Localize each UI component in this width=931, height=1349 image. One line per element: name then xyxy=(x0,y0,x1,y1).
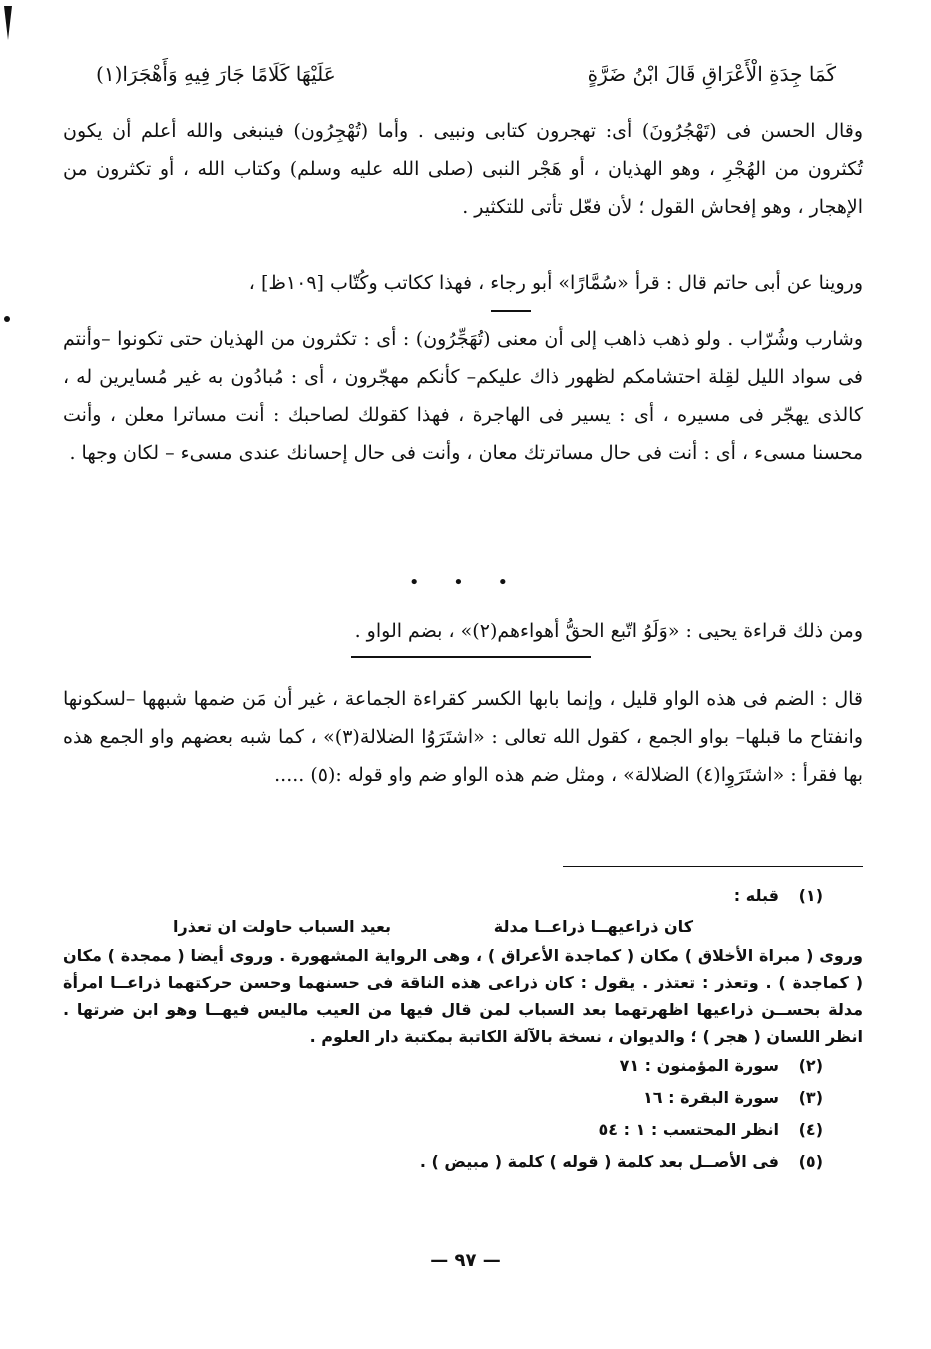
verse-second-hemistich: عَلَيْهَا كَلَامًا جَارَ فِيهِ وَأَهْجَرَا(١) xyxy=(96,62,336,86)
verse-first-hemistich: كَمَا جِدَةِ الْأَعْرَاقِ قَالَ ابْنُ ضَرَّةٍ xyxy=(587,62,836,86)
footnote-4 xyxy=(63,1114,823,1146)
paragraph-commentary: قال : الضم فى هذه الواو قليل ، وإنما بابها الكسر كقراءة الجماعة ، غير أن مَن ضمها شبهها –لسكونها وانفتاح ما قبلها– بواو الجمع ، كقول الله تعالى : «اشتَرَوُا الضلالة(٣)» ، كما شبه بعضهم واو الجمع هذه بها فقرأ : «اشتَرَوِا(٤) الضلالة» ، ومثل ضم هذه الواو ضم واو قوله :(٥) ..... xyxy=(63,688,863,786)
page-number: — ٩٧ — xyxy=(430,1250,501,1271)
paragraph-yahya-reading: ومن ذلك قراءة يحيى : «وَلَوُ اتّبع الحقُّ أهواءهم(٢)» ، بضم الواو . xyxy=(354,620,863,642)
footnote-number: (٥) xyxy=(798,1152,823,1171)
footnote-number: (١) xyxy=(798,886,823,905)
paragraph-abu-hatim: وروينا عن أبى حاتم قال : قرأ «سُمَّارًا» أبو رجاء ، فهذا ككاتب وكُتّاب [١٠٩ظ] ، xyxy=(248,272,863,294)
footnote-number: (٢) xyxy=(798,1056,823,1075)
footnote-number: (٤) xyxy=(798,1120,823,1139)
footnote-text: فى الأصــل بعد كلمة ( قوله ) كلمة ( مبيض ) . xyxy=(419,1152,779,1171)
underline-mark xyxy=(491,310,531,312)
verse-underline xyxy=(351,656,591,658)
footnote-text: انظر المحتسب : ١ : ٥٤ xyxy=(598,1120,779,1139)
footnote-label: قبله : xyxy=(733,886,779,905)
paragraph-hasan: وقال الحسن فى (تَهْجُرُونَ) أى: تهجرون كتابى ونبيى . وأما (تُهْجِرُون) فينبغى والله أعلم أن يكون تُكثرون من الهُجْرِ ، وهو الهذيان ، أو هَجْر النبى (صلى الله عليه وسلم) وكتاب الله ، أو تكثرون من الإهجار ، وهو إفحاش القول ؛ لأن فعّل تأتى للتكثير . xyxy=(63,120,863,218)
footnote-1-text: وروى ( مبراة الأخلاق ) مكان ( كماجدة الأعراق ) ، وهى الرواية المشهورة . وروى أيضا ( ممجدة ) مكان ( كماجدة ) . وتعذر : تعتذر . يقول : كان ذراعى هذه الناقة فى حسنهما وحسن حركتهما ذراعــا امرأة مدلة بحســن ذراعيها اظهرتهما بعد السباب لمن قال فيها من العيب ماليس فيهــا وهو ابن ضرتها . انظر اللسان ( هجر ) ؛ والديوان ، نسخة بالآلة الكاتبة بمكتبة دار العلوم . xyxy=(63,946,863,1046)
footnote-rule xyxy=(563,866,863,867)
footnote-2 xyxy=(63,1050,823,1082)
paragraph-explanation: وشارب وشُرّاب . ولو ذهب ذاهب إلى أن معنى (تُهَجِّرُون) : أى : تكثرون من الهذيان حتى تكونوا –وأنتم فى سواد الليل لقِلة احتشامكم لظهور ذاك عليكم– كأنكم مهجّرون ، أى : مُبادُون به غير مُسايرين له ، كالذى يهجّر فى مسيره ، أى : يسير فى الهاجرة ، فهذا كقولك لصاحبك : أنت مساترا معلن ، وأنت محسنا مسىء ، أى : أنت فى حال مساترتك معان ، وأنت فى حال إحسانك عندى مسىء – لكان وجها . xyxy=(63,328,863,464)
footnote-number: (٣) xyxy=(798,1088,823,1107)
footnote-text: سورة البقرة : ١٦ xyxy=(643,1088,779,1107)
footnote-1-header xyxy=(63,880,823,912)
footnote-verse-right: كان ذراعيهــا ذراعــا مدلة xyxy=(493,917,693,936)
footnote-3 xyxy=(63,1082,823,1114)
footnotes xyxy=(63,880,863,1178)
footnote-text: سورة المؤمنون : ٧١ xyxy=(619,1056,779,1075)
footnote-1-verse xyxy=(173,912,693,942)
corner-scan-mark xyxy=(4,6,12,40)
footnote-5 xyxy=(63,1146,823,1178)
poetry-verse xyxy=(96,52,836,96)
footnote-verse-left: بعيد السباب حاولت ان تعذرا xyxy=(173,917,392,936)
margin-dot xyxy=(4,316,10,322)
section-separator: • • • xyxy=(408,572,523,593)
